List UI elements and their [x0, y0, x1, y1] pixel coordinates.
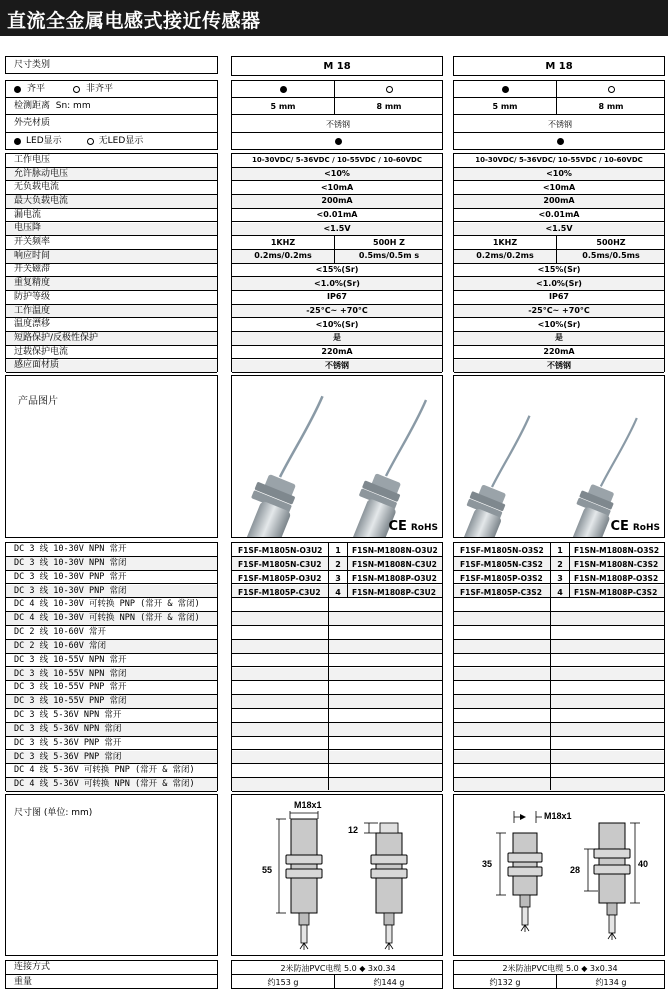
model-row — [454, 723, 664, 737]
led-on-label: LED显示 — [26, 136, 62, 146]
model-row — [454, 695, 664, 709]
distance-flush: 5 mm — [492, 102, 518, 111]
flush-label: 齐平 — [27, 83, 46, 94]
spec-value-row — [454, 332, 664, 346]
wiring-row — [6, 737, 217, 751]
size-label: 尺寸类别 — [14, 60, 51, 70]
model-flush: F1SF-M1805P-O3S2 — [460, 573, 543, 583]
ce-rohs-mark — [610, 519, 660, 534]
model-nonflush: F1SN-M1808P-O3S2 — [574, 573, 659, 583]
spec-label: 允许脉动电压 — [14, 168, 69, 179]
thread-label-a: M18x1 — [294, 800, 322, 810]
model-row — [232, 681, 442, 695]
size-header: M 18 — [231, 56, 443, 76]
wiring-label: DC 2 线 10-60V 常开 — [14, 627, 107, 638]
hollow-dot-icon — [608, 86, 615, 93]
spec-value-row — [232, 168, 442, 182]
product-photo — [453, 375, 665, 538]
ce-mark: CE — [388, 519, 407, 534]
nose-label-a: 12 — [348, 825, 359, 835]
spec-label-row — [6, 305, 217, 319]
model-row — [232, 695, 442, 709]
spec-labels — [5, 153, 218, 372]
spec-value: <1.5V — [323, 223, 351, 233]
thread-label-b: M18x1 — [544, 811, 572, 821]
spec-value: 不锈钢 — [325, 360, 349, 370]
spec-value: 10-30VDC/ 5-36VDC/ 10-55VDC / 10-60VDC — [475, 155, 643, 164]
wiring-row — [6, 654, 217, 668]
wiring-label: DC 3 线 10-55V PNP 常开 — [14, 682, 127, 693]
spec-label-row — [6, 332, 217, 346]
connect-label-box — [5, 960, 218, 989]
spec-label-row — [6, 181, 217, 195]
spec-label: 感应面材质 — [14, 360, 60, 371]
spec-label-row — [6, 250, 217, 264]
model-flush: F1SF-M1805P-C3U2 — [238, 587, 321, 597]
spec-label: 短路保护/反极性保护 — [14, 332, 99, 343]
wiring-label: DC 4 线 5-36V 可转换 NPN (常开 & 常闭) — [14, 779, 195, 790]
spec-label-row — [6, 195, 217, 209]
material-value: 不锈钢 — [326, 119, 350, 129]
wiring-label: DC 3 线 10-30V NPN 常开 — [14, 544, 127, 555]
spec-value: <10% — [324, 169, 350, 179]
model-row — [454, 737, 664, 751]
wiring-label: DC 4 线 10-30V 可转换 PNP (常开 & 常闭) — [14, 599, 200, 610]
spec-value-row — [232, 209, 442, 223]
connect-value: 2米防油PVC电缆 5.0 ◆ 3x0.34 — [280, 963, 396, 973]
spec-label-row — [6, 236, 217, 250]
spec-value-row — [454, 181, 664, 195]
spec-value: <15%(Sr) — [537, 264, 581, 274]
spec-value: IP67 — [327, 292, 347, 302]
distance-label: 检测距离 — [14, 100, 51, 111]
model-row — [454, 709, 664, 723]
model-row — [454, 668, 664, 682]
hollow-dot-icon — [386, 86, 393, 93]
page-title: 直流全金属电感式接近传感器 — [7, 10, 261, 32]
spec-value-row — [232, 236, 442, 250]
dims-label: 尺寸图 (单位: mm) — [14, 808, 93, 818]
spec-label-row — [6, 291, 217, 305]
spec-value: 220mA — [321, 347, 353, 357]
filled-dot-icon — [14, 86, 21, 93]
model-row — [232, 751, 442, 765]
spec-label: 开关磁滞 — [14, 264, 51, 275]
spec-value: 1KHZ — [270, 237, 296, 247]
wiring-label: DC 3 线 5-36V PNP 常开 — [14, 737, 122, 748]
wiring-row — [6, 778, 217, 792]
model-number: 4 — [335, 587, 341, 597]
spec-value: 1KHZ — [492, 237, 518, 247]
model-row — [454, 640, 664, 654]
wiring-labels — [5, 542, 218, 791]
dimension-drawing — [231, 794, 443, 956]
model-number: 2 — [335, 559, 341, 569]
wiring-row — [6, 668, 217, 682]
spec-value: 220mA — [543, 347, 575, 357]
connect-weight — [231, 960, 443, 989]
model-nonflush: F1SN-M1808N-C3S2 — [574, 559, 659, 569]
model-row — [454, 778, 664, 792]
spec-value-row — [232, 332, 442, 346]
wiring-label: DC 2 线 10-60V 常闭 — [14, 640, 107, 651]
filled-dot-icon — [280, 86, 287, 93]
spec-value: <10%(Sr) — [315, 319, 359, 329]
model-number: 3 — [557, 573, 563, 583]
spec-label: 开关频率 — [14, 237, 51, 248]
wiring-row — [6, 723, 217, 737]
length-label-b1: 35 — [482, 859, 493, 869]
model-number: 1 — [335, 546, 341, 555]
wiring-label: DC 4 线 10-30V 可转换 NPN (常开 & 常闭) — [14, 613, 200, 624]
model-row — [232, 764, 442, 778]
spec-value: <0.01mA — [316, 210, 358, 220]
distance-unit: Sn: mm — [55, 100, 91, 111]
length-label-b3: 40 — [638, 859, 649, 869]
wiring-label: DC 3 线 10-55V PNP 常闭 — [14, 696, 127, 707]
spec-value: 是 — [333, 333, 341, 343]
spec-label: 无负载电流 — [14, 182, 60, 193]
spec-label: 防护等级 — [14, 291, 51, 302]
length-label-a: 55 — [262, 865, 273, 875]
model-row — [232, 723, 442, 737]
spec-value-row — [454, 346, 664, 360]
wiring-row — [6, 640, 217, 654]
mount-label-box — [5, 80, 218, 150]
model-row — [232, 654, 442, 668]
spec-value-row — [232, 181, 442, 195]
spec-value-row — [232, 346, 442, 360]
model-number: 4 — [557, 587, 563, 597]
wiring-row — [6, 612, 217, 626]
spec-value: 0.2ms/0.2ms — [476, 251, 534, 261]
spec-label: 电压降 — [14, 223, 42, 234]
photo-label: 产品图片 — [18, 396, 58, 407]
model-row — [454, 751, 664, 765]
model-row — [454, 681, 664, 695]
dims-label-box — [5, 794, 218, 956]
wiring-row — [6, 751, 217, 765]
wiring-row — [6, 695, 217, 709]
weight-nonflush: 约144 g — [373, 977, 405, 987]
hollow-dot-icon — [73, 86, 80, 93]
spec-label-row — [6, 346, 217, 360]
spec-value-row — [232, 318, 442, 332]
model-row — [232, 640, 442, 654]
spec-label: 漏电流 — [14, 209, 42, 220]
product-photo — [231, 375, 443, 538]
spec-label-row — [6, 168, 217, 182]
model-row — [454, 764, 664, 778]
model-row — [232, 598, 442, 612]
wiring-label: DC 3 线 10-30V NPN 常闭 — [14, 557, 127, 568]
spec-value: <10mA — [320, 182, 354, 192]
model-flush: F1SF-M1805N-O3S2 — [460, 546, 544, 555]
spec-value-row — [232, 154, 442, 168]
spec-value-row — [454, 168, 664, 182]
spec-label-row — [6, 209, 217, 223]
spec-value: <10% — [546, 169, 572, 179]
column-shielded — [453, 0, 665, 992]
size-header: M 18 — [453, 56, 665, 76]
spec-label: 工作电压 — [14, 154, 51, 165]
spec-value-row — [454, 236, 664, 250]
spec-label: 最大负载电流 — [14, 195, 69, 206]
sensor-image — [456, 416, 529, 537]
wiring-row — [6, 709, 217, 723]
model-row — [232, 626, 442, 640]
model-row — [232, 612, 442, 626]
spec-value-row — [232, 264, 442, 278]
model-nonflush: F1SN-M1808N-O3S2 — [574, 546, 660, 555]
wiring-row — [6, 598, 217, 612]
product-photo-svg — [232, 376, 442, 537]
spec-label: 温度漂移 — [14, 319, 51, 330]
model-flush: F1SF-M1805N-C3U2 — [238, 559, 322, 569]
model-flush: F1SF-M1805N-C3S2 — [460, 559, 543, 569]
mount-box — [231, 80, 443, 150]
rohs-mark: RoHS — [632, 523, 660, 533]
wiring-label: DC 3 线 5-36V PNP 常闭 — [14, 751, 122, 762]
spec-value: <15%(Sr) — [315, 264, 359, 274]
spec-value-row — [232, 250, 442, 264]
wiring-label: DC 3 线 10-55V NPN 常开 — [14, 654, 127, 665]
spec-value-row — [454, 223, 664, 237]
spec-label-row — [6, 277, 217, 291]
distance-flush: 5 mm — [270, 102, 296, 111]
spec-value: <10%(Sr) — [537, 319, 581, 329]
model-nonflush: F1SN-M1808N-O3U2 — [352, 546, 438, 555]
spec-value: <1.0%(Sr) — [314, 278, 360, 288]
filled-dot-icon — [502, 86, 509, 93]
photo-label-box — [5, 375, 218, 538]
led-off-label: 无LED显示 — [98, 136, 144, 146]
spec-value: 200mA — [321, 196, 353, 206]
spec-value-row — [232, 277, 442, 291]
model-number: 3 — [335, 573, 341, 583]
spec-label: 过载保护电流 — [14, 346, 69, 357]
spec-value: 500H Z — [373, 237, 405, 247]
spec-value: <10mA — [542, 182, 576, 192]
filled-dot-icon — [557, 138, 564, 145]
spec-value-row — [454, 318, 664, 332]
wiring-label: DC 3 线 10-30V PNP 常开 — [14, 571, 127, 582]
spec-value: <0.01mA — [538, 210, 580, 220]
spec-value-row — [454, 209, 664, 223]
spec-value-row — [232, 305, 442, 319]
connect-label: 连接方式 — [14, 962, 51, 972]
wiring-row — [6, 571, 217, 585]
model-row — [454, 598, 664, 612]
connect-value: 2米防油PVC电缆 5.0 ◆ 3x0.34 — [502, 963, 618, 973]
dimension-svg — [232, 795, 442, 955]
sensor-image — [348, 400, 426, 537]
rohs-mark: RoHS — [410, 523, 438, 533]
spec-value-row — [454, 154, 664, 168]
spec-label: 响应时间 — [14, 250, 51, 261]
spec-value-row — [454, 305, 664, 319]
spec-label-row — [6, 360, 217, 374]
spec-value-row — [454, 250, 664, 264]
spec-label-row — [6, 318, 217, 332]
wiring-label: DC 3 线 10-30V PNP 常闭 — [14, 585, 127, 596]
distance-nonflush: 8 mm — [376, 102, 402, 111]
spec-value: 10-30VDC/ 5-36VDC / 10-55VDC / 10-60VDC — [252, 155, 422, 164]
model-row — [232, 668, 442, 682]
model-row — [232, 737, 442, 751]
model-flush: F1SF-M1805P-O3U2 — [238, 573, 322, 583]
spec-label-row — [6, 154, 217, 168]
spec-value-row — [232, 291, 442, 305]
wiring-label: DC 3 线 5-36V NPN 常闭 — [14, 723, 122, 734]
spec-value: <1.5V — [545, 223, 573, 233]
model-number: 2 — [557, 559, 563, 569]
model-number: 1 — [557, 546, 563, 555]
spec-value: <1.0%(Sr) — [536, 278, 582, 288]
weight-flush: 约153 g — [267, 977, 299, 987]
spec-value: 500HZ — [596, 237, 626, 247]
spec-value: 0.5ms/0.5m s — [358, 251, 420, 261]
model-row — [232, 709, 442, 723]
size-label-box — [5, 56, 218, 74]
weight-nonflush: 约134 g — [595, 977, 627, 987]
ce-rohs-mark — [388, 519, 438, 534]
model-table — [453, 542, 665, 791]
wiring-row — [6, 764, 217, 778]
filled-dot-icon — [335, 138, 342, 145]
spec-value: 200mA — [543, 196, 575, 206]
wiring-row — [6, 543, 217, 557]
spec-label-row — [6, 223, 217, 237]
spec-values — [453, 153, 665, 372]
spec-value-row — [454, 291, 664, 305]
model-nonflush: F1SN-M1808P-C3S2 — [574, 587, 658, 597]
model-flush: F1SF-M1805P-C3S2 — [460, 587, 542, 597]
length-label-b2: 28 — [570, 865, 581, 875]
dimension-svg — [454, 795, 664, 955]
model-nonflush: F1SN-M1808P-C3U2 — [352, 587, 436, 597]
hollow-dot-icon — [87, 138, 94, 145]
filled-dot-icon — [14, 138, 21, 145]
spec-values — [231, 153, 443, 372]
spec-value-row — [454, 195, 664, 209]
spec-value-row — [232, 223, 442, 237]
column-unshielded — [231, 0, 443, 992]
wiring-label: DC 3 线 10-55V NPN 常闭 — [14, 668, 127, 679]
spec-label: 重复精度 — [14, 278, 51, 289]
wiring-label: DC 4 线 5-36V 可转换 PNP (常开 & 常闭) — [14, 765, 195, 776]
model-row — [454, 612, 664, 626]
model-nonflush: F1SN-M1808N-C3U2 — [352, 559, 437, 569]
wiring-row — [6, 626, 217, 640]
sensor-image — [239, 396, 322, 537]
spec-value: -25°C~ +70°C — [306, 306, 368, 316]
weight-label: 重量 — [14, 976, 33, 987]
model-table — [231, 542, 443, 791]
connect-weight — [453, 960, 665, 989]
wiring-row — [6, 681, 217, 695]
spec-value-row — [454, 277, 664, 291]
spec-value: 不锈钢 — [547, 360, 571, 370]
wiring-row — [6, 557, 217, 571]
spec-value: 0.2ms/0.2ms — [254, 251, 312, 261]
wiring-row — [6, 585, 217, 599]
dimension-drawing — [453, 794, 665, 956]
spec-value: 是 — [555, 333, 563, 343]
spec-label-row — [6, 264, 217, 278]
distance-nonflush: 8 mm — [598, 102, 624, 111]
mount-box — [453, 80, 665, 150]
model-nonflush: F1SN-M1808P-O3U2 — [352, 573, 437, 583]
spec-value-row — [232, 195, 442, 209]
spec-value-row — [454, 264, 664, 278]
product-photo-svg — [454, 376, 664, 537]
spec-value: -25°C~ +70°C — [528, 306, 590, 316]
model-row — [454, 654, 664, 668]
model-row — [454, 626, 664, 640]
model-flush: F1SF-M1805N-O3U2 — [238, 546, 323, 555]
wiring-label: DC 3 线 5-36V NPN 常开 — [14, 710, 122, 721]
spec-value: IP67 — [549, 292, 569, 302]
spec-value: 0.5ms/0.5ms — [582, 251, 640, 261]
ce-mark: CE — [610, 519, 629, 534]
weight-flush: 约132 g — [489, 977, 521, 987]
nonflush-label: 非齐平 — [86, 83, 114, 94]
spec-label: 工作温度 — [14, 305, 51, 316]
spec-value-row — [454, 360, 664, 374]
material-value: 不锈钢 — [548, 119, 572, 129]
material-label: 外壳材质 — [14, 118, 51, 128]
spec-value-row — [232, 360, 442, 374]
model-row — [232, 778, 442, 792]
